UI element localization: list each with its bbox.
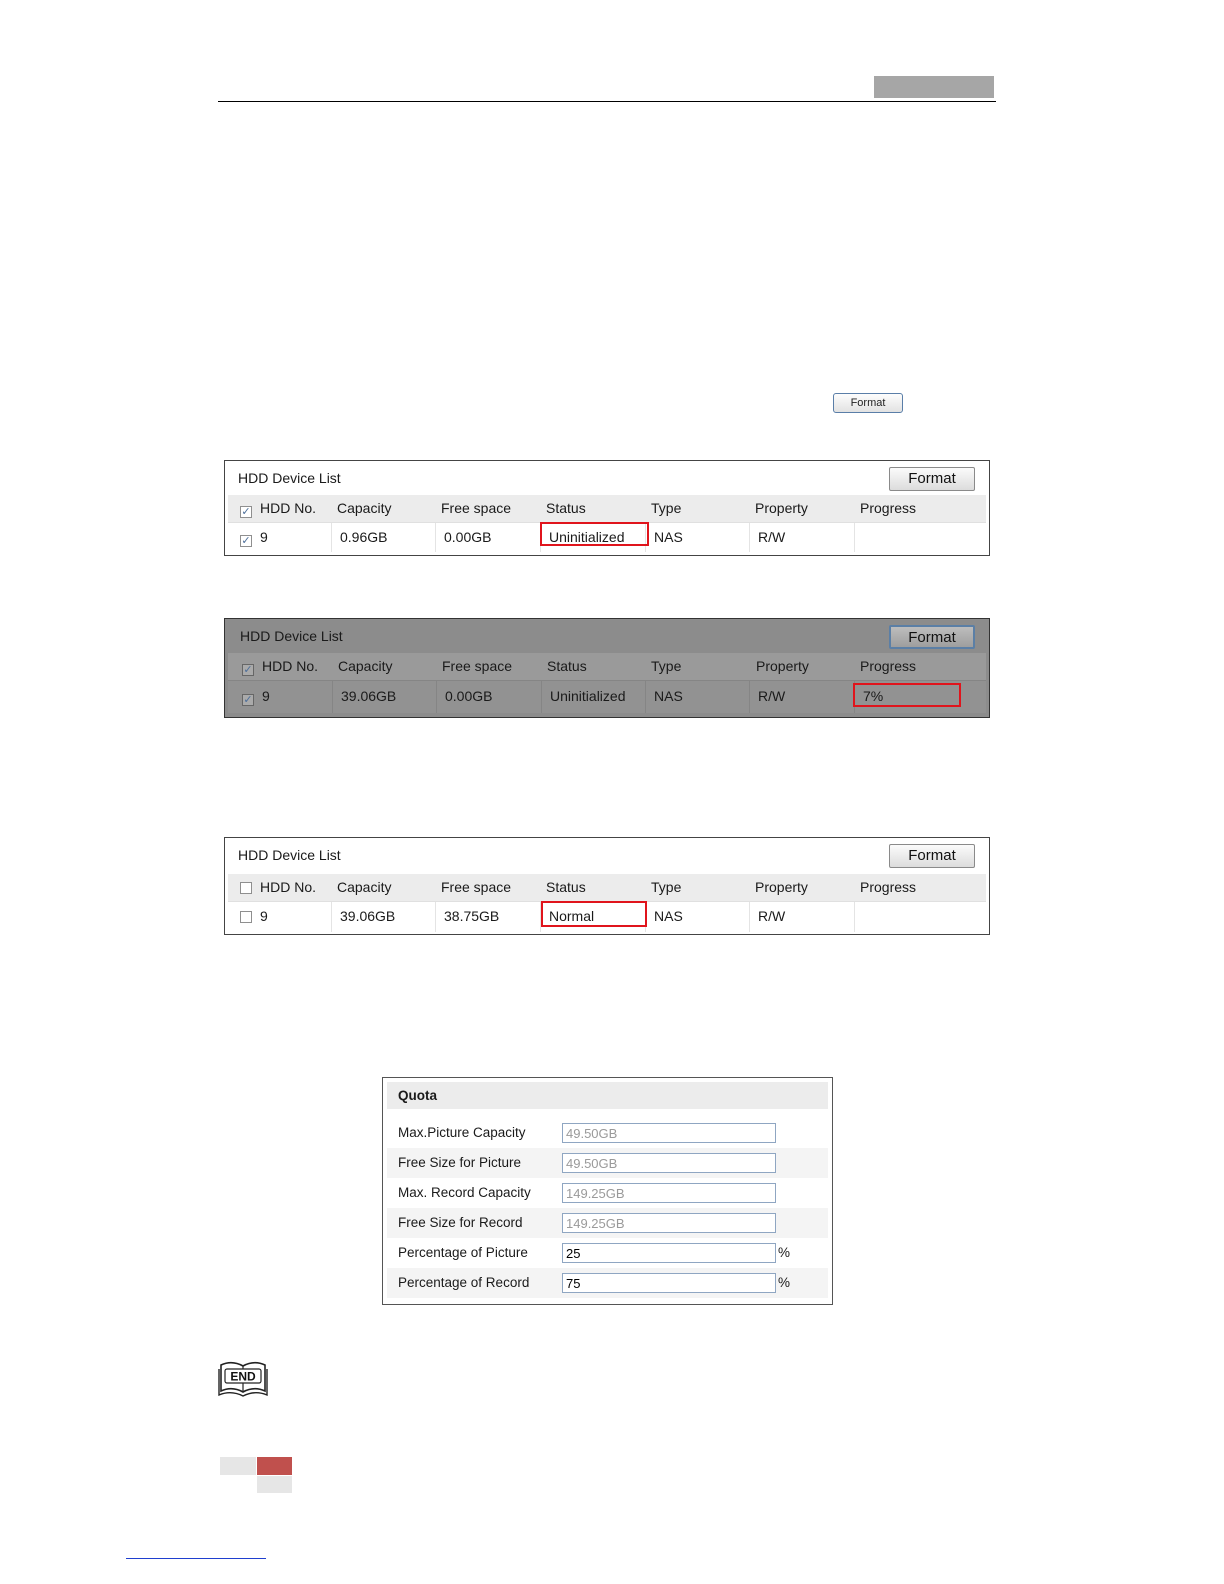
progress-value: [854, 523, 986, 552]
quota-row: [387, 1238, 828, 1268]
capacity-value: 0.96GB: [331, 523, 436, 552]
quota-row: [387, 1148, 828, 1178]
col-capacity: Capacity: [338, 658, 393, 674]
table-header: [228, 874, 986, 901]
footer-block: [257, 1476, 292, 1493]
quota-title: Quota: [387, 1082, 828, 1109]
percent-unit: %: [778, 1275, 791, 1290]
col-progress: Progress: [860, 879, 917, 895]
format-button-inline[interactable]: Format: [833, 393, 903, 413]
progress-highlight: [853, 683, 961, 707]
hdd-no-value: 9: [260, 908, 268, 924]
format-button[interactable]: Format: [889, 467, 975, 491]
free-space-value: 38.75GB: [435, 902, 540, 932]
format-button[interactable]: Format: [889, 844, 975, 868]
col-status: Status: [546, 879, 586, 895]
panel-title: HDD Device List: [240, 628, 343, 644]
max-record-capacity-field[interactable]: [562, 1183, 776, 1203]
free-space-value: 0.00GB: [436, 681, 541, 713]
col-capacity: Capacity: [337, 500, 392, 516]
col-progress: Progress: [860, 500, 917, 516]
hdd-no-value: 9: [260, 529, 268, 545]
property-value: R/W: [749, 681, 854, 713]
max-picture-capacity-label: Max.Picture Capacity: [398, 1125, 526, 1140]
table-header: [228, 653, 986, 680]
col-free-space: Free space: [441, 500, 512, 516]
open-book-end-icon: [218, 1357, 268, 1399]
capacity-value: 39.06GB: [331, 902, 436, 932]
col-capacity: Capacity: [337, 879, 392, 895]
quota-row: [387, 1118, 828, 1148]
hdd-device-list-panel: [224, 460, 990, 556]
col-type: Type: [651, 658, 682, 674]
percentage-record-label: Percentage of Record: [398, 1275, 530, 1290]
free-size-picture-field[interactable]: [562, 1153, 776, 1173]
progress-value: 7%: [854, 681, 986, 713]
footer-accent-block: [257, 1457, 292, 1475]
free-size-picture-label: Free Size for Picture: [398, 1155, 522, 1170]
row-checkbox[interactable]: ✓: [241, 535, 251, 547]
free-size-record-label: Free Size for Record: [398, 1215, 523, 1230]
hdd-device-list-panel-formatting: [224, 618, 990, 718]
col-type: Type: [651, 879, 682, 895]
percentage-picture-input[interactable]: [562, 1243, 776, 1263]
free-size-record-field[interactable]: [562, 1213, 776, 1233]
quota-row: [387, 1208, 828, 1238]
col-type: Type: [651, 500, 682, 516]
hdd-no-value: 9: [262, 688, 270, 704]
max-picture-capacity-field[interactable]: [562, 1123, 776, 1143]
status-value: Normal: [540, 902, 645, 932]
footer-block: [220, 1457, 256, 1475]
property-value: R/W: [749, 902, 854, 932]
col-free-space: Free space: [442, 658, 513, 674]
header-bar: [874, 76, 994, 98]
col-property: Property: [756, 658, 809, 674]
property-value: R/W: [749, 523, 854, 552]
select-all-checkbox[interactable]: ✓: [241, 506, 251, 518]
col-property: Property: [755, 500, 808, 516]
end-icon-text: END: [230, 1369, 256, 1384]
footer-link-underline: [126, 1558, 266, 1559]
status-highlight: [541, 901, 647, 927]
quota-panel: [382, 1077, 833, 1305]
percentage-record-input[interactable]: [562, 1273, 776, 1293]
format-button[interactable]: Format: [889, 625, 975, 649]
hdd-device-list-panel-normal: [224, 837, 990, 935]
col-progress: Progress: [860, 658, 917, 674]
row-checkbox[interactable]: ✓: [243, 694, 253, 706]
progress-value: [854, 902, 986, 932]
row-checkbox[interactable]: [240, 911, 252, 923]
type-value: NAS: [645, 523, 750, 552]
col-hdd-no: HDD No.: [260, 500, 317, 516]
quota-row: [387, 1178, 828, 1208]
status-highlight: [540, 522, 649, 546]
status-value: Uninitialized: [541, 681, 646, 713]
table-header: [228, 495, 986, 522]
col-free-space: Free space: [441, 879, 512, 895]
header-rule: [218, 101, 996, 102]
col-property: Property: [755, 879, 808, 895]
status-value: Uninitialized: [540, 523, 645, 552]
quota-row: [387, 1268, 828, 1298]
col-hdd-no: HDD No.: [260, 879, 317, 895]
percentage-picture-label: Percentage of Picture: [398, 1245, 528, 1260]
select-all-checkbox[interactable]: [240, 882, 252, 894]
max-record-capacity-label: Max. Record Capacity: [398, 1185, 531, 1200]
col-status: Status: [546, 500, 586, 516]
type-value: NAS: [645, 681, 750, 713]
panel-title: HDD Device List: [238, 470, 341, 486]
select-all-checkbox[interactable]: ✓: [243, 664, 253, 676]
type-value: NAS: [645, 902, 750, 932]
percent-unit: %: [778, 1245, 791, 1260]
free-space-value: 0.00GB: [435, 523, 540, 552]
col-hdd-no: HDD No.: [262, 658, 319, 674]
capacity-value: 39.06GB: [332, 681, 437, 713]
panel-title: HDD Device List: [238, 847, 341, 863]
col-status: Status: [547, 658, 587, 674]
